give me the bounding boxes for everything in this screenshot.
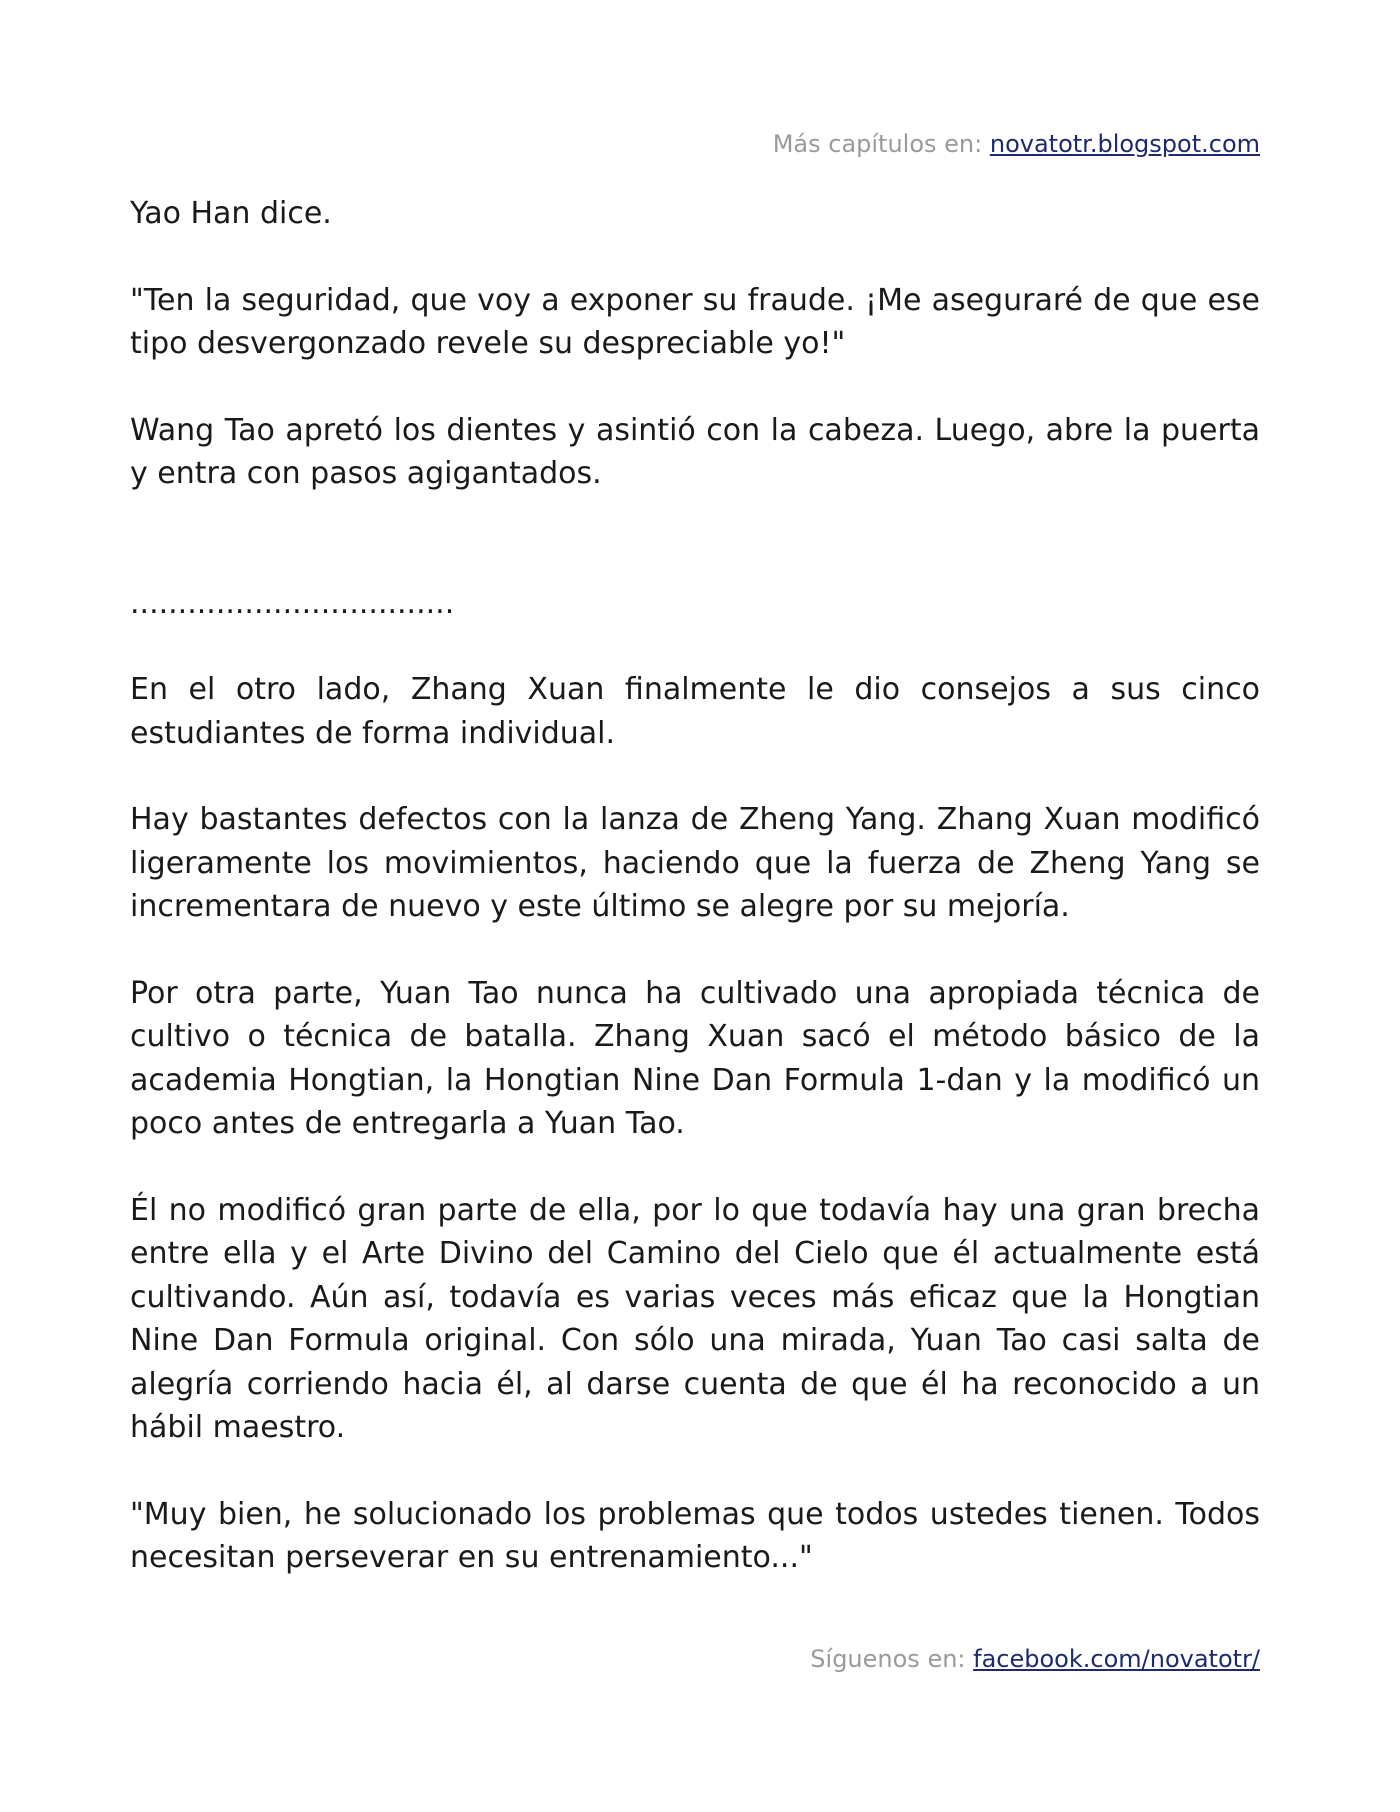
footer-promo — [810, 1645, 1260, 1673]
chapter-text — [130, 192, 1260, 1623]
paragraph-3: Wang Tao apretó los dientes y asintió con la cabeza. Luego, abre la puerta y entra con pasos agigantados. — [130, 412, 1260, 491]
paragraph-8: Él no modificó gran parte de ella, por lo que todavía hay una gran brecha entre ella y el Arte Divino del Camino del Cielo que él actualmente está cultivando. Aún así, todavía es varias veces más eficaz que la Hongtian Nine Dan Formula original. Con sólo una mirada, Yuan Tao casi salta de alegría corriendo hacia él, al darse cuenta de que él ha reconocido a un hábil maestro. — [130, 1192, 1260, 1445]
paragraph-2: "Ten la seguridad, que voy a exponer su fraude. ¡Me aseguraré de que ese tipo desvergonzado revele su despreciable yo!" — [130, 282, 1260, 361]
header-promo — [773, 130, 1260, 158]
header-prefix: Más capítulos en: — [772, 130, 990, 158]
paragraph-1: Yao Han dice. — [130, 196, 332, 231]
paragraph-7: Por otra parte, Yuan Tao nunca ha cultivado una apropiada técnica de cultivo o técnica de batalla. Zhang Xuan sacó el método básico de la academia Hongtian, la Hongtian Nine Dan Formula 1-dan y la modificó un poco antes de entregarla a Yuan Tao. — [130, 975, 1260, 1141]
paragraph-6: Hay bastantes defectos con la lanza de Zheng Yang. Zhang Xuan modificó ligeramente los movimientos, haciendo que la fuerza de Zheng Yang se incrementara de nuevo y este último se alegre por su mejoría. — [130, 802, 1260, 924]
blog-link[interactable]: novatotr.blogspot.com — [989, 130, 1260, 158]
document-page — [130, 0, 1260, 1812]
paragraph-5: En el otro lado, Zhang Xuan finalmente le dio consejos a sus cinco estudiantes de forma individual. — [130, 672, 1260, 751]
facebook-link[interactable]: facebook.com/novatotr/ — [973, 1645, 1260, 1673]
paragraph-9: "Muy bien, he solucionado los problemas que todos ustedes tienen. Todos necesitan perseverar en su entrenamiento..." — [130, 1496, 1260, 1575]
footer-prefix: Síguenos en: — [810, 1645, 974, 1673]
scene-separator: .................................. — [130, 585, 455, 621]
